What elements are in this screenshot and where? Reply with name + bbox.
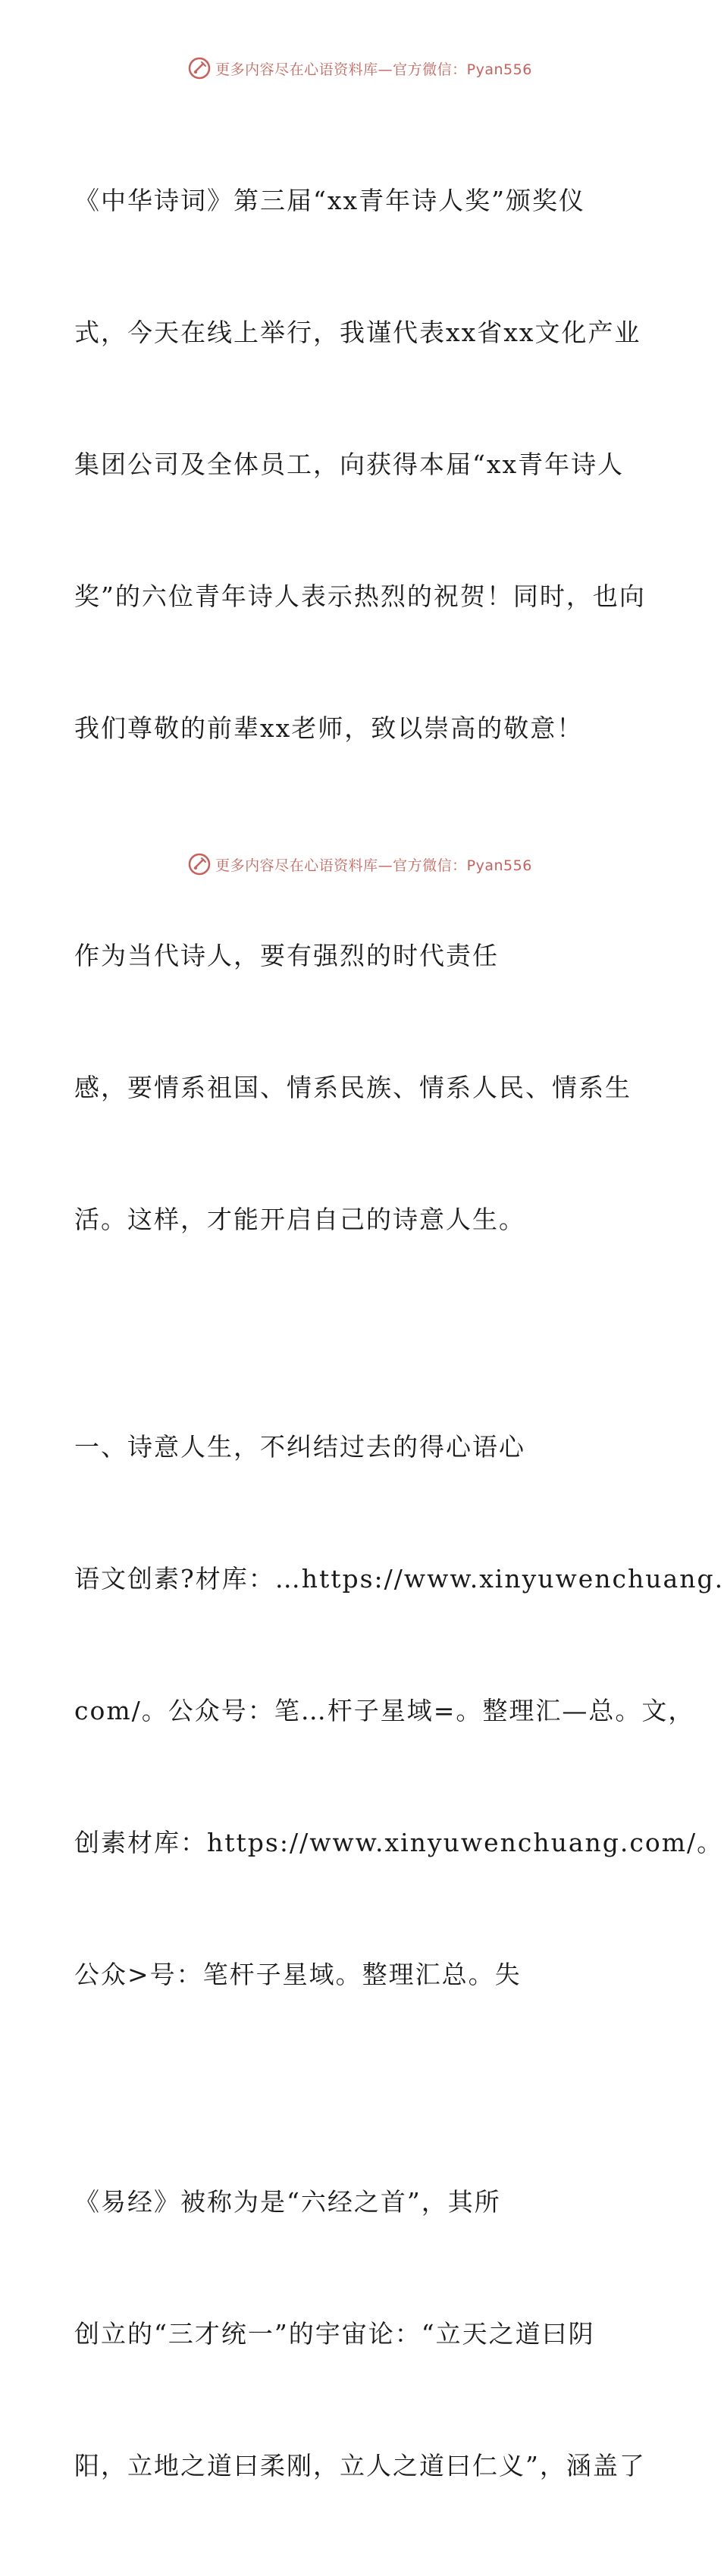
text-line: com/。公众号：笔…杆子星域=。整理汇—总。文， (74, 1696, 695, 1725)
text-line: 《中华诗词》第三届“xx青年诗人奖”颁奖仪 (74, 186, 585, 215)
text-line: 活。这样，才能开启自己的诗意人生。 (74, 1205, 525, 1234)
paragraph-4 (74, 2092, 650, 2576)
watermark-text: 更多内容尽在心语资料库—官方微信：Pyan556 (215, 61, 532, 78)
document-body (74, 91, 724, 2576)
paragraph-1 (74, 91, 650, 838)
watermark-text: 更多内容尽在心语资料库—官方微信：Pyan556 (215, 857, 532, 874)
logo-icon (188, 57, 211, 80)
paragraph-2 (74, 846, 650, 1330)
text-line: 创立的“三才统一”的宇宙论：“立天之道曰阴 (74, 2319, 595, 2349)
text-line: 《易经》被称为是“六经之首”，其所 (74, 2187, 501, 2217)
text-line: 创素材库：https://www.xinyuwenchuang.com/。 (74, 1828, 724, 1857)
text-line: 公众>号：笔杆子星域。整理汇总。失 (74, 1960, 522, 1989)
text-line: 一、诗意人生，不纠结过去的得心语心 (74, 1432, 525, 1462)
footer-watermark (0, 851, 720, 878)
text-line: 集团公司及全体员工，向获得本届“xx青年诗人 (74, 450, 625, 479)
text-line: 式，今天在线上举行，我谨代表xx省xx文化产业 (74, 318, 641, 347)
text-line: 作为当代诗人，要有强烈的时代责任 (74, 941, 499, 970)
text-line: 语文创素?材库：…https://www.xinyuwenchuang. (74, 1564, 724, 1594)
header-watermark (0, 55, 720, 82)
text-line: 奖”的六位青年诗人表示热烈的祝贺！同时，也向 (74, 581, 646, 611)
text-line: 我们尊敬的前辈xx老师，致以崇高的敬意！ (74, 713, 584, 743)
logo-icon (188, 853, 211, 876)
paragraph-3 (74, 1337, 724, 2085)
text-line: 感，要情系祖国、情系民族、情系人民、情系生 (74, 1073, 632, 1102)
text-line: 阳，立地之道曰柔刚，立人之道曰仁义”，涵盖了 (74, 2451, 646, 2480)
